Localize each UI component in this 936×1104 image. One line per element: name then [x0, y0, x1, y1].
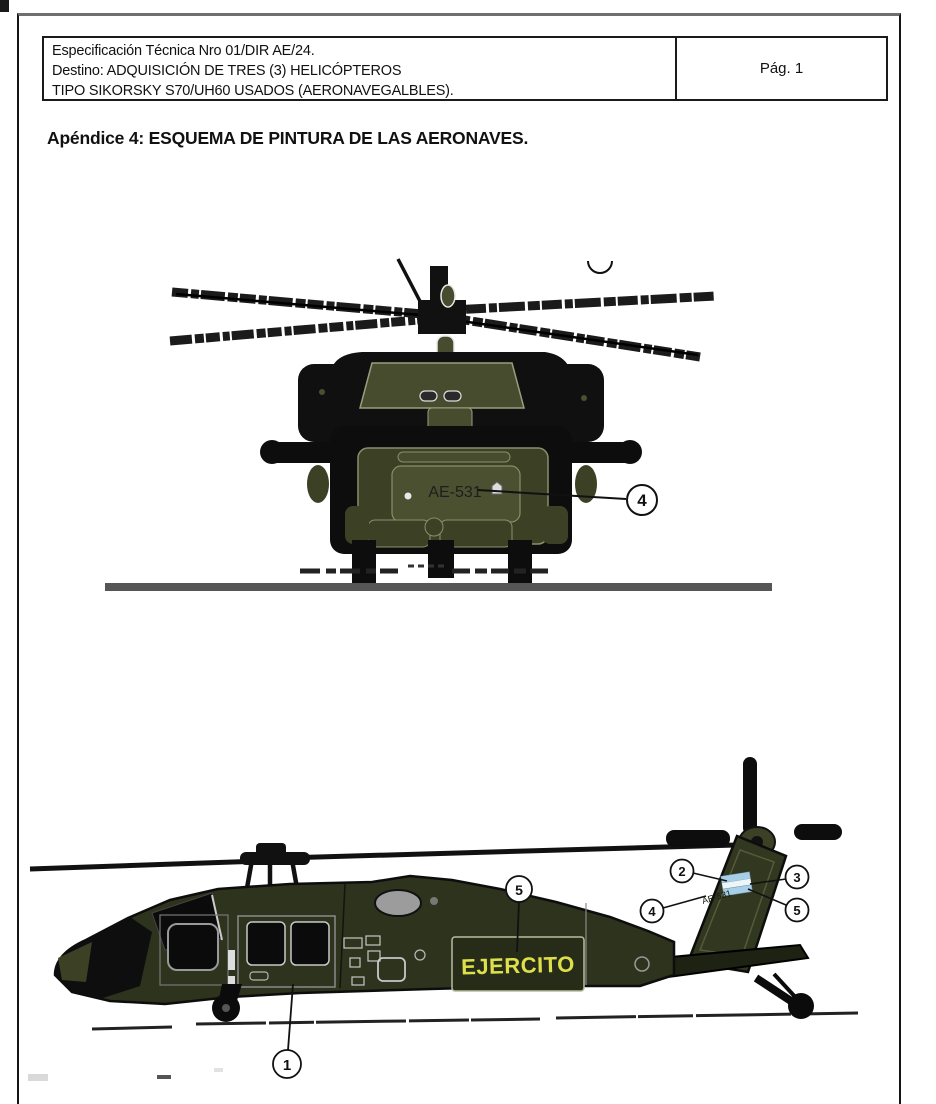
callout-1 — [273, 984, 301, 1078]
page-number-cell — [677, 38, 886, 99]
callout-4-front-number: 4 — [637, 491, 647, 510]
front-fuselage — [330, 426, 572, 554]
callout-4-side — [641, 896, 707, 923]
callout-5-fuselage-number: 5 — [515, 882, 523, 898]
cabin-window-1 — [247, 922, 285, 965]
header-table — [42, 36, 888, 101]
helicopter-front-view-figure — [80, 250, 810, 600]
callout-4-side-number: 4 — [648, 904, 656, 919]
helicopter-side-view-figure — [20, 735, 910, 1104]
tail-registration-text: AE-531 — [700, 888, 733, 906]
engine-cowling — [360, 363, 524, 408]
cropped-callout-arc — [588, 261, 612, 273]
callout-2 — [671, 860, 728, 883]
engine-intake — [375, 890, 421, 916]
cabin-window-2 — [291, 922, 329, 965]
header-line-1: Especificación Técnica Nro 01/DIR AE/24. — [52, 43, 315, 59]
callout-3-number: 3 — [793, 870, 801, 885]
callout-1-number: 1 — [282, 1057, 292, 1074]
side-view-ground-lines — [28, 1013, 858, 1081]
front-view-ground-line — [105, 583, 772, 591]
page-number: Pág. 1 — [759, 60, 804, 77]
front-registration-text: AE-531 — [428, 484, 482, 501]
cockpit-window — [168, 924, 218, 970]
header-spec-cell — [44, 38, 677, 99]
ejercito-text: EJERCITO — [460, 951, 576, 980]
scan-corner-artifact — [0, 0, 9, 12]
callout-5-tail-number: 5 — [793, 903, 801, 918]
callout-2-number: 2 — [678, 864, 686, 879]
header-line-3: TIPO SIKORSKY S70/UH60 USADOS (AERONAVEGALBLES). — [52, 83, 454, 99]
appendix-title: Apéndice 4: ESQUEMA DE PINTURA DE LAS AERONAVES. — [47, 128, 529, 148]
header-line-2: Destino: ADQUISICIÓN DE TRES (3) HELICÓPTEROS — [52, 63, 402, 79]
